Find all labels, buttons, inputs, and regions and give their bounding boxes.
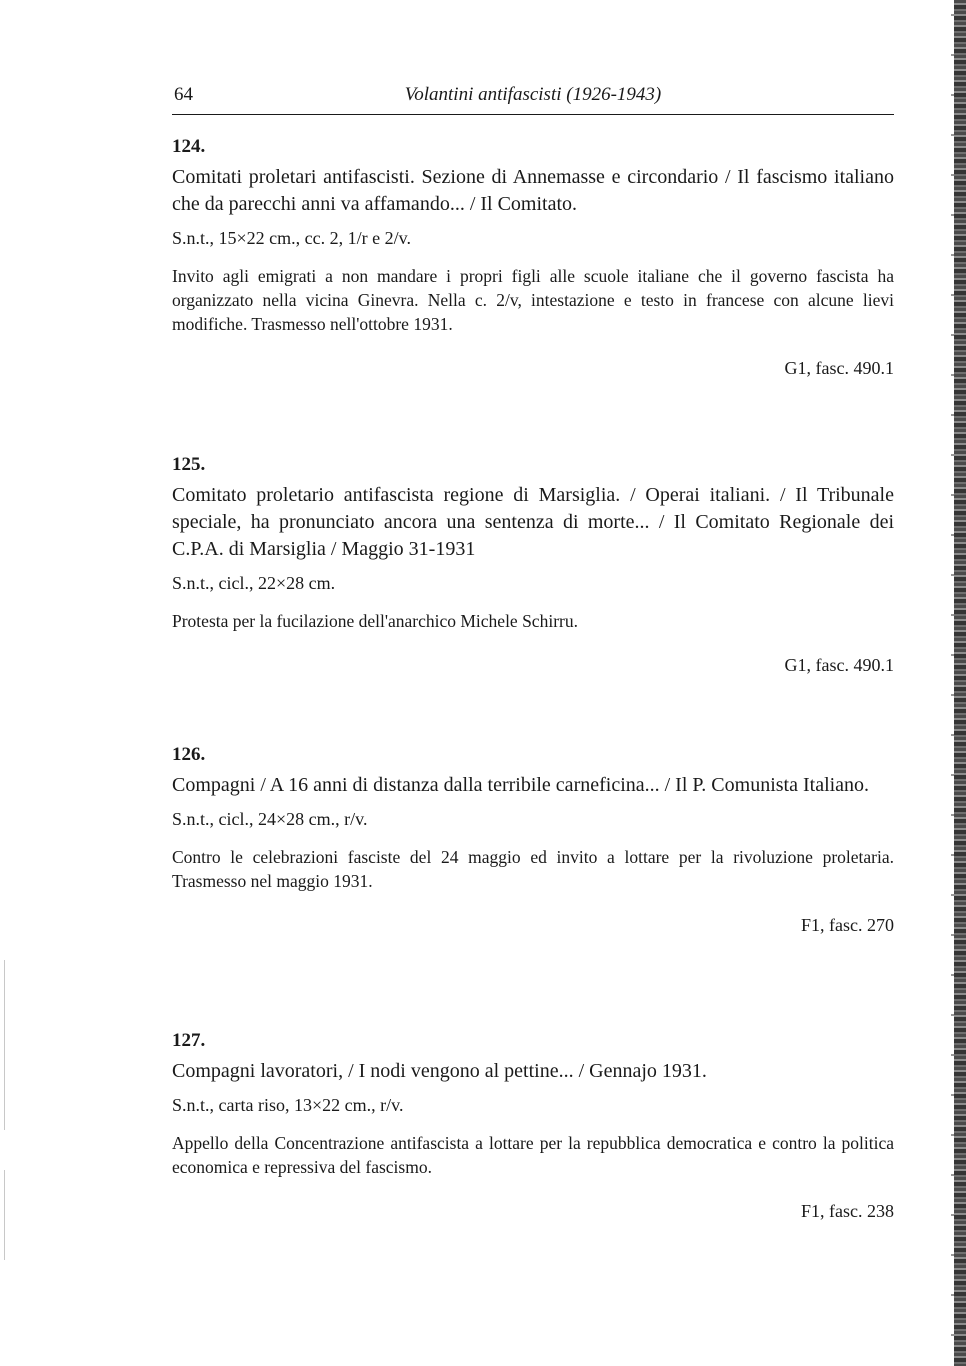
scan-left-mark bbox=[4, 1170, 5, 1260]
scan-left-mark bbox=[4, 960, 5, 1130]
catalog-entry bbox=[172, 454, 894, 676]
running-head bbox=[172, 84, 894, 114]
scan-edge-shadow bbox=[954, 0, 966, 1366]
header-rule bbox=[172, 114, 894, 115]
catalog-entry bbox=[172, 1030, 894, 1222]
entry-number: 124. bbox=[172, 136, 206, 157]
entry-title: Comitato proletario antifascista regione di Marsiglia. / Operai italiani. / Il Tribunale speciale, ha pronunciato ancora una sentenza di morte... / Il Comitato Regionale dei C.P.A. di Marsiglia / Maggio 31-1931 bbox=[172, 484, 894, 560]
entry-description: Invito agli emigrati a non mandare i propri figli alle scuole italiane che il governo fascista ha organizzato nella vicina Ginevra. Nella c. 2/v, intestazione e testo in francese con alcune lievi modifiche. Trasmesso nell'ottobre 1931. bbox=[172, 266, 894, 334]
entry-title: Compagni / A 16 anni di distanza dalla terribile carneficina... / Il P. Comunista Italiano. bbox=[172, 774, 870, 796]
entry-archive-location: F1, fasc. 270 bbox=[801, 915, 894, 935]
page-number: 64 bbox=[174, 84, 193, 105]
entry-archive-location: F1, fasc. 238 bbox=[801, 1201, 894, 1221]
running-title: Volantini antifascisti (1926-1943) bbox=[404, 84, 662, 105]
entry-number: 125. bbox=[172, 454, 206, 475]
entry-title: Compagni lavoratori, / I nodi vengono al pettine... / Gennajo 1931. bbox=[172, 1060, 707, 1082]
scan-edge-speckle bbox=[951, 0, 954, 1366]
entry-title: Comitati proletari antifascisti. Sezione di Annemasse e circondario / Il fascismo italiano che da parecchi anni va affamando... / Il Comitato. bbox=[172, 166, 894, 215]
entry-physical-description: S.n.t., cicl., 22×28 cm. bbox=[172, 573, 336, 593]
entry-description: Protesta per la fucilazione dell'anarchico Michele Schirru. bbox=[172, 611, 578, 631]
entry-physical-description: S.n.t., 15×22 cm., cc. 2, 1/r e 2/v. bbox=[172, 228, 411, 248]
entry-description: Contro le celebrazioni fasciste del 24 maggio ed invito a lottare per la rivoluzione proletaria. Trasmesso nel maggio 1931. bbox=[172, 847, 894, 891]
entry-physical-description: S.n.t., cicl., 24×28 cm., r/v. bbox=[172, 809, 368, 829]
catalog-entry bbox=[172, 744, 894, 936]
catalog-entry bbox=[172, 136, 894, 379]
entry-archive-location: G1, fasc. 490.1 bbox=[784, 358, 894, 378]
entry-number: 126. bbox=[172, 744, 206, 765]
entry-description: Appello della Concentrazione antifascista a lottare per la repubblica democratica e contro la politica economica e repressiva del fascismo. bbox=[172, 1133, 894, 1177]
entry-archive-location: G1, fasc. 490.1 bbox=[784, 655, 894, 675]
entry-number: 127. bbox=[172, 1030, 206, 1051]
entry-physical-description: S.n.t., carta riso, 13×22 cm., r/v. bbox=[172, 1095, 404, 1115]
